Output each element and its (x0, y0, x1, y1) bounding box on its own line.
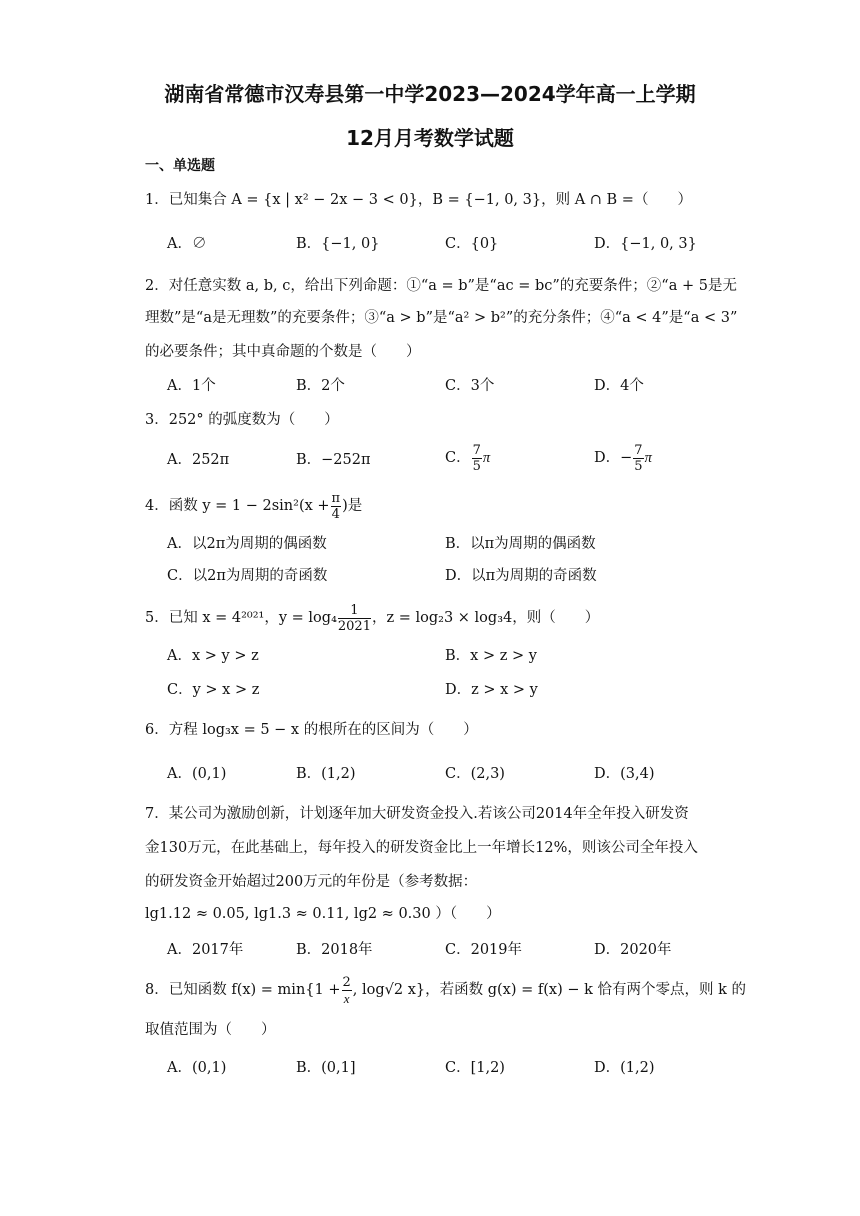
q4-fraction: $\frac{\pi}{4}$ (331, 490, 341, 522)
q3-option-a: A．252π (167, 452, 230, 468)
q7-line-1: 7．某公司为激励创新，计划逐年加大研发资金投入.若该公司2014年全年投入研发资 (145, 806, 689, 822)
q6-option-d: D．(3,4) (594, 766, 655, 782)
q4-option-c: C．以2π为周期的奇函数 (167, 568, 328, 584)
q8-stem: 8．已知函数 f(x) = min{1 + $\frac{2}{x}$ , log√2 x}，若函数 g(x) = f(x) − k 恰有两个零点，则 k 的 (145, 974, 747, 1006)
q2-option-b: B．2个 (296, 378, 345, 394)
q7-line-4: lg1.12 ≈ 0.05, lg1.3 ≈ 0.11, lg2 ≈ 0.30 ）（ ） (145, 906, 501, 922)
q6-option-b: B．(1,2) (296, 766, 356, 782)
q1-option-a: A．∅ (167, 236, 207, 252)
title-line-2: 12月月考数学试题 (346, 126, 514, 150)
q8-option-d: D．(1,2) (594, 1060, 655, 1076)
q1-stem: 1．已知集合 A = {x | x² − 2x − 3 < 0}，B = {−1, 0, 3}，则 A ∩ B =（ ） (145, 192, 692, 208)
q2-option-a: A．1个 (167, 378, 216, 394)
q2-line-3: 的必要条件；其中真命题的个数是（ ） (145, 344, 421, 360)
q8-fraction: $\frac{2}{x}$ (342, 974, 351, 1006)
q4-option-b: B．以π为周期的偶函数 (445, 536, 596, 552)
q7-option-a: A．2017年 (167, 942, 244, 958)
q3-option-d-fraction: $\frac{7}{5}$ (634, 442, 643, 474)
q8-option-a: A．(0,1) (167, 1060, 227, 1076)
q3-stem: 3．252° 的弧度数为（ ） (145, 412, 339, 428)
section-heading: 一、单选题 (145, 158, 215, 174)
q5-option-b: B．x > z > y (445, 648, 537, 664)
q8-option-b: B．(0,1] (296, 1060, 356, 1076)
q6-option-a: A．(0,1) (167, 766, 227, 782)
q2-option-c: C．3个 (445, 378, 495, 394)
q8-option-c: C．[1,2) (445, 1060, 505, 1076)
q7-option-d: D．2020年 (594, 942, 672, 958)
q5-option-d: D．z > x > y (445, 682, 538, 698)
q5-fraction: $\frac{1}{2021}$ (337, 602, 371, 634)
q1-option-b: B．{−1, 0} (296, 236, 380, 252)
q3-option-d: D．− $\frac{7}{5}$ π (594, 442, 652, 474)
q5-option-c: C．y > x > z (167, 682, 260, 698)
q6-option-c: C．(2,3) (445, 766, 505, 782)
q7-line-2: 金130万元，在此基础上，每年投入的研发资金比上一年增长12%，则该公司全年投入 (145, 840, 698, 856)
title-line-1: 湖南省常德市汉寿县第一中学2023—2024学年高一上学期 (164, 82, 696, 106)
q3-option-b: B．−252π (296, 452, 371, 468)
q3-option-c: C． $\frac{7}{5}$ π (445, 442, 491, 474)
q4-option-a: A．以2π为周期的偶函数 (167, 536, 327, 552)
q6-stem: 6．方程 log₃x = 5 − x 的根所在的区间为（ ） (145, 722, 478, 738)
q3-option-c-fraction: $\frac{7}{5}$ (472, 442, 481, 474)
q1-option-c: C．{0} (445, 236, 499, 252)
q2-line-2: 理数”是“a是无理数”的充要条件；③“a > b”是“a² > b²”的充分条件；④“a < 4”是“a < 3” (145, 310, 738, 326)
q8-line-2: 取值范围为（ ） (145, 1022, 276, 1038)
q7-option-c: C．2019年 (445, 942, 522, 958)
q4-stem: 4．函数 y = 1 − 2sin²(x + $\frac{\pi}{4}$ )是 (145, 490, 363, 522)
q5-stem: 5．已知 x = 4²⁰²¹，y = log₄ $\frac{1}{2021}$ ，z = log₂3 × log₃4，则（ ） (145, 602, 600, 634)
q2-line-1: 2．对任意实数 a, b, c，给出下列命题：①“a = b”是“ac = bc”的充要条件；②“a + 5是无 (145, 278, 737, 294)
q4-option-d: D．以π为周期的奇函数 (445, 568, 597, 584)
q1-option-d: D．{−1, 0, 3} (594, 236, 697, 252)
q2-option-d: D．4个 (594, 378, 644, 394)
q7-option-b: B．2018年 (296, 942, 373, 958)
q7-line-3: 的研发资金开始超过200万元的年份是（参考数据： (145, 874, 478, 890)
q5-option-a: A．x > y > z (167, 648, 259, 664)
